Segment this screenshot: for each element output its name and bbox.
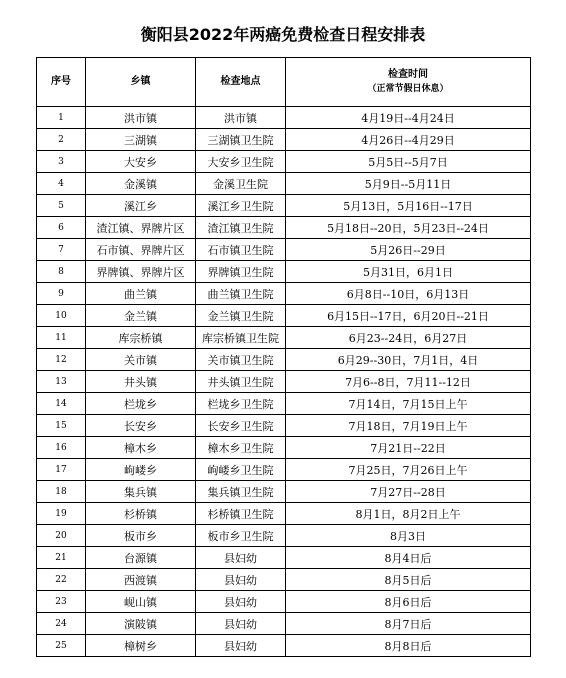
cell-seq: 23 <box>37 591 86 613</box>
table-row <box>37 283 531 305</box>
cell-town: 三湖镇 <box>86 129 196 151</box>
cell-seq: 4 <box>37 173 86 195</box>
cell-time: 7月18日，7月19日上午 <box>286 415 531 437</box>
cell-seq: 21 <box>37 547 86 569</box>
cell-seq: 3 <box>37 151 86 173</box>
table-row <box>37 239 531 261</box>
cell-site: 县妇幼 <box>196 635 286 657</box>
cell-town: 溪江乡 <box>86 195 196 217</box>
header-time <box>286 58 531 107</box>
table-row <box>37 173 531 195</box>
table-row <box>37 547 531 569</box>
cell-time: 8月4日后 <box>286 547 531 569</box>
table-row <box>37 129 531 151</box>
cell-town: 集兵镇 <box>86 481 196 503</box>
cell-town: 樟木乡 <box>86 437 196 459</box>
cell-site: 杉桥镇卫生院 <box>196 503 286 525</box>
cell-time: 5月26日--29日 <box>286 239 531 261</box>
cell-seq: 17 <box>37 459 86 481</box>
cell-seq: 9 <box>37 283 86 305</box>
cell-time: 8月8日后 <box>286 635 531 657</box>
cell-time: 8月7日后 <box>286 613 531 635</box>
table-row <box>37 261 531 283</box>
table-row <box>37 437 531 459</box>
table-row <box>37 107 531 129</box>
cell-time: 6月15日--17日，6月20日--21日 <box>286 305 531 327</box>
cell-seq: 14 <box>37 393 86 415</box>
cell-site: 樟木乡卫生院 <box>196 437 286 459</box>
cell-seq: 24 <box>37 613 86 635</box>
cell-time: 4月19日--4月24日 <box>286 107 531 129</box>
table-row <box>37 525 531 547</box>
cell-seq: 20 <box>37 525 86 547</box>
cell-site: 三湖镇卫生院 <box>196 129 286 151</box>
cell-seq: 10 <box>37 305 86 327</box>
cell-town: 界牌镇、界牌片区 <box>86 261 196 283</box>
cell-site: 溪江乡卫生院 <box>196 195 286 217</box>
header-time-label: 检查时间 <box>388 69 428 80</box>
cell-town: 库宗桥镇 <box>86 327 196 349</box>
cell-time: 7月6--8日，7月11--12日 <box>286 371 531 393</box>
cell-time: 7月14日，7月15日上午 <box>286 393 531 415</box>
cell-seq: 6 <box>37 217 86 239</box>
cell-time: 7月21日--22日 <box>286 437 531 459</box>
cell-site: 板市乡卫生院 <box>196 525 286 547</box>
table-header-row <box>37 58 531 107</box>
cell-seq: 5 <box>37 195 86 217</box>
table-row <box>37 393 531 415</box>
cell-site: 洪市镇 <box>196 107 286 129</box>
cell-site: 岣嵝乡卫生院 <box>196 459 286 481</box>
cell-town: 石市镇、界牌片区 <box>86 239 196 261</box>
header-site: 检查地点 <box>196 58 286 107</box>
cell-site: 金溪卫生院 <box>196 173 286 195</box>
cell-site: 金兰镇卫生院 <box>196 305 286 327</box>
cell-site: 县妇幼 <box>196 591 286 613</box>
cell-site: 渣江镇卫生院 <box>196 217 286 239</box>
table-row <box>37 217 531 239</box>
cell-time: 8月5日后 <box>286 569 531 591</box>
cell-seq: 19 <box>37 503 86 525</box>
table-row <box>37 195 531 217</box>
cell-town: 曲兰镇 <box>86 283 196 305</box>
cell-time: 5月31日，6月1日 <box>286 261 531 283</box>
cell-time: 6月29--30日，7月1日，4日 <box>286 349 531 371</box>
table-row <box>37 151 531 173</box>
cell-town: 演陂镇 <box>86 613 196 635</box>
header-time-note: （正常节假日休息） <box>367 84 449 94</box>
cell-town: 关市镇 <box>86 349 196 371</box>
table-row <box>37 305 531 327</box>
cell-seq: 8 <box>37 261 86 283</box>
table-row <box>37 481 531 503</box>
cell-seq: 1 <box>37 107 86 129</box>
cell-seq: 11 <box>37 327 86 349</box>
cell-site: 界牌镇卫生院 <box>196 261 286 283</box>
table-row <box>37 635 531 657</box>
cell-seq: 7 <box>37 239 86 261</box>
cell-town: 台源镇 <box>86 547 196 569</box>
cell-time: 6月23--24日，6月27日 <box>286 327 531 349</box>
cell-time: 5月18日--20日，5月23日--24日 <box>286 217 531 239</box>
cell-town: 井头镇 <box>86 371 196 393</box>
cell-site: 关市镇卫生院 <box>196 349 286 371</box>
cell-time: 7月25日，7月26日上午 <box>286 459 531 481</box>
table-row <box>37 349 531 371</box>
cell-time: 7月27日--28日 <box>286 481 531 503</box>
cell-seq: 25 <box>37 635 86 657</box>
cell-town: 大安乡 <box>86 151 196 173</box>
cell-town: 西渡镇 <box>86 569 196 591</box>
cell-seq: 18 <box>37 481 86 503</box>
cell-time: 5月13日，5月16日--17日 <box>286 195 531 217</box>
table-row <box>37 613 531 635</box>
cell-seq: 12 <box>37 349 86 371</box>
cell-seq: 16 <box>37 437 86 459</box>
cell-seq: 2 <box>37 129 86 151</box>
cell-town: 栏垅乡 <box>86 393 196 415</box>
table-row <box>37 371 531 393</box>
cell-town: 杉桥镇 <box>86 503 196 525</box>
cell-time: 8月6日后 <box>286 591 531 613</box>
page-title: 衡阳县2022年两癌免费检查日程安排表 <box>140 25 426 44</box>
cell-town: 岣嵝乡 <box>86 459 196 481</box>
cell-site: 大安乡卫生院 <box>196 151 286 173</box>
cell-time: 8月3日 <box>286 525 531 547</box>
table-row <box>37 459 531 481</box>
cell-site: 石市镇卫生院 <box>196 239 286 261</box>
cell-site: 县妇幼 <box>196 613 286 635</box>
cell-town: 岘山镇 <box>86 591 196 613</box>
table-row <box>37 503 531 525</box>
cell-town: 洪市镇 <box>86 107 196 129</box>
cell-site: 长安乡卫生院 <box>196 415 286 437</box>
cell-time: 4月26日--4月29日 <box>286 129 531 151</box>
table-row <box>37 569 531 591</box>
cell-town: 板市乡 <box>86 525 196 547</box>
cell-site: 县妇幼 <box>196 569 286 591</box>
cell-time: 6月8日--10日，6月13日 <box>286 283 531 305</box>
cell-site: 库宗桥镇卫生院 <box>196 327 286 349</box>
cell-town: 长安乡 <box>86 415 196 437</box>
cell-site: 县妇幼 <box>196 547 286 569</box>
cell-town: 金兰镇 <box>86 305 196 327</box>
cell-site: 栏垅乡卫生院 <box>196 393 286 415</box>
cell-seq: 13 <box>37 371 86 393</box>
cell-seq: 22 <box>37 569 86 591</box>
cell-time: 5月5日--5月7日 <box>286 151 531 173</box>
header-town: 乡镇 <box>86 58 196 107</box>
cell-town: 渣江镇、界牌片区 <box>86 217 196 239</box>
table-row <box>37 591 531 613</box>
cell-town: 樟树乡 <box>86 635 196 657</box>
cell-seq: 15 <box>37 415 86 437</box>
cell-time: 5月9日--5月11日 <box>286 173 531 195</box>
cell-site: 曲兰镇卫生院 <box>196 283 286 305</box>
cell-site: 集兵镇卫生院 <box>196 481 286 503</box>
header-seq: 序号 <box>37 58 86 107</box>
table-row <box>37 327 531 349</box>
schedule-table <box>36 57 531 657</box>
cell-town: 金溪镇 <box>86 173 196 195</box>
cell-time: 8月1日，8月2日上午 <box>286 503 531 525</box>
cell-site: 井头镇卫生院 <box>196 371 286 393</box>
table-row <box>37 415 531 437</box>
